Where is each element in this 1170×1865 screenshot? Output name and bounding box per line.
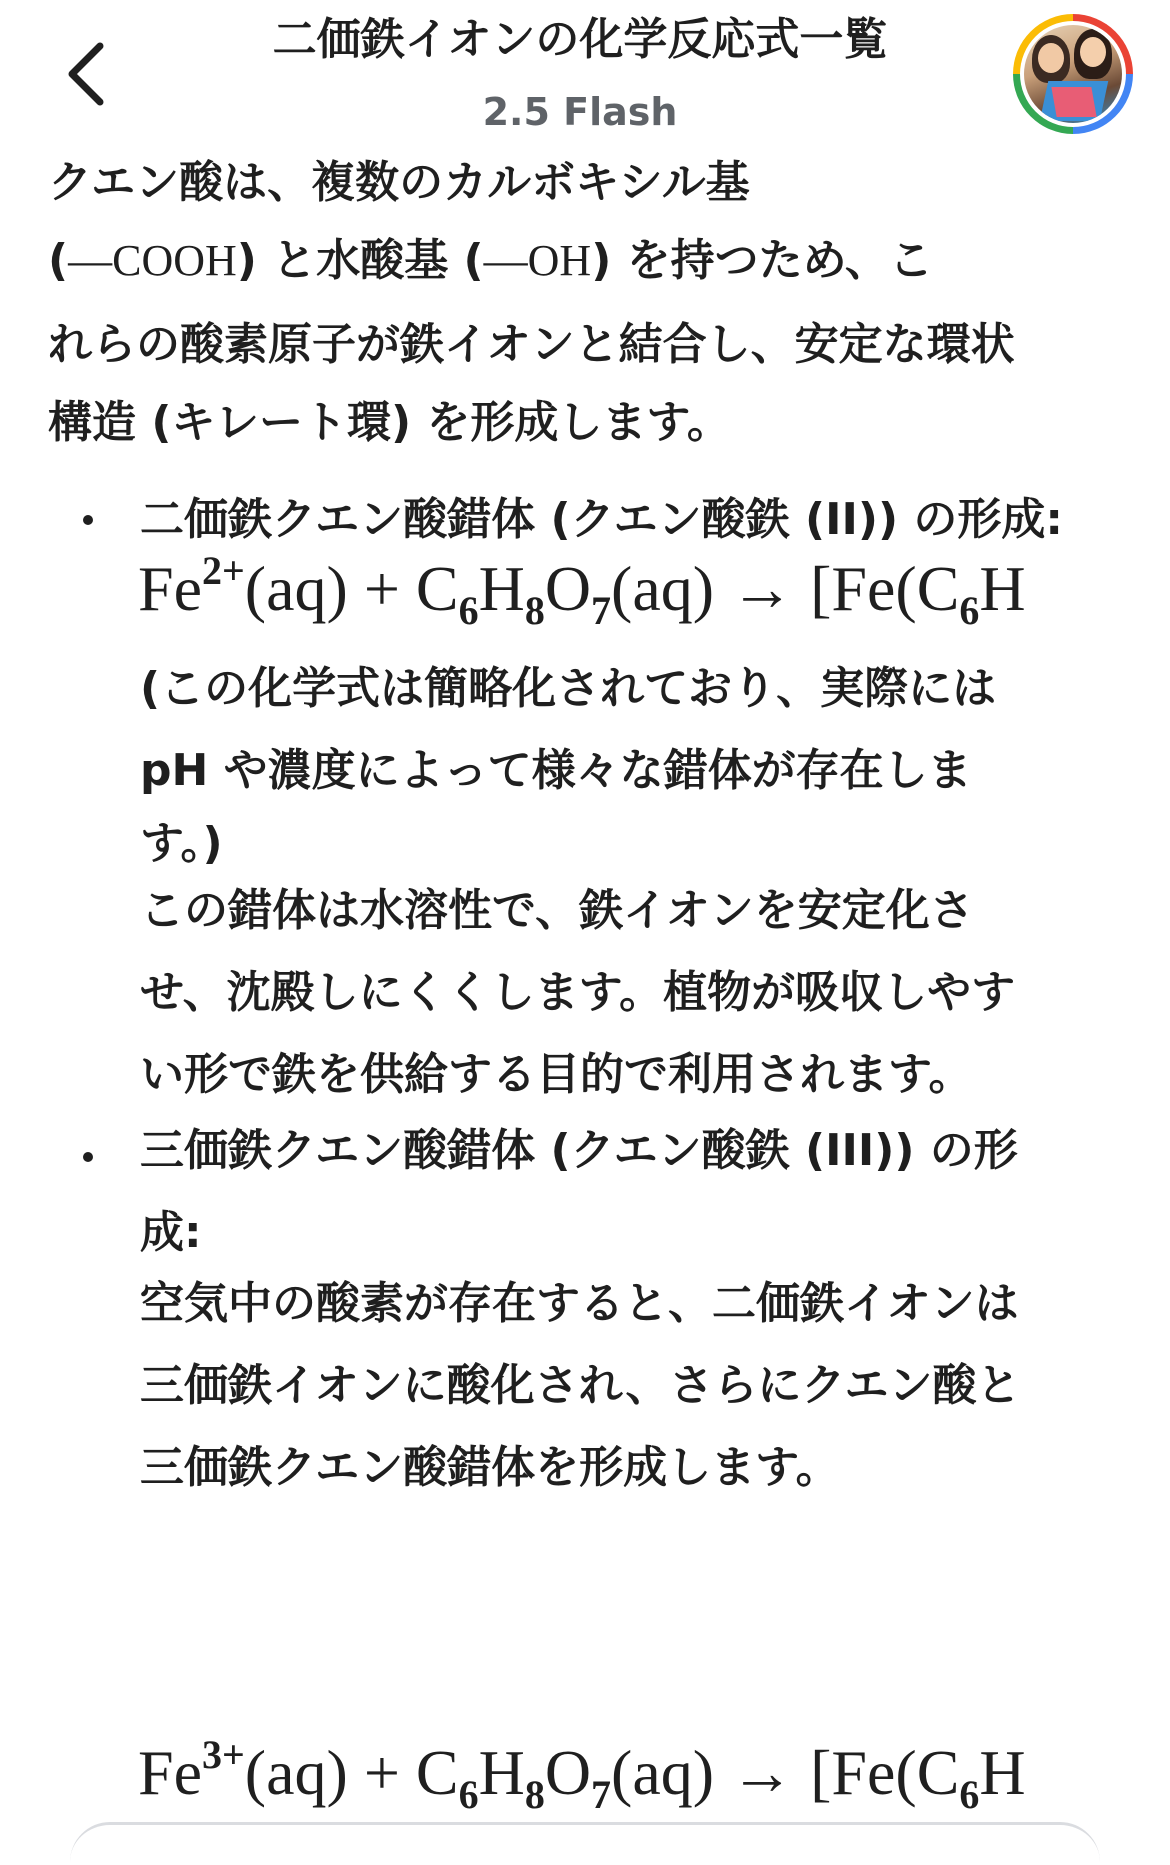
- avatar-photo: [1024, 25, 1122, 123]
- bullet2-equation-line: $Fe^{3+}(aq) + C_6H_8O_7(aq) \to [Fe(C_6H$: [138, 1732, 1026, 1817]
- bullet1-note: (この化学式は簡略化されており、実際には pH や濃度によって様々な錯体が存在しま す。): [140, 663, 997, 869]
- bullet1-heading: 二価鉄クエン酸錯体 (クエン酸鉄 (II)) の形成:: [140, 494, 1063, 545]
- oh-formula: —OH: [483, 236, 592, 285]
- intro-paragraph: [48, 144, 1128, 462]
- app-header: [0, 0, 1170, 140]
- bullet2-heading: 三価鉄クエン酸錯体 (クエン酸鉄 (III)) の形 成:: [140, 1125, 1018, 1258]
- chevron-left-icon: [66, 42, 106, 106]
- bullet-dot: [83, 1152, 93, 1162]
- input-panel-edge: [70, 1822, 1100, 1865]
- intro-line-4: 構造 (キレート環) を形成します。: [48, 397, 731, 448]
- page-title: 二価鉄イオンの化学反応式一覧: [272, 14, 888, 65]
- intro-line-3: れらの酸素原子が鉄イオンと結合し、安定な環状: [48, 319, 1015, 370]
- intro-line-2: (—COOH) と水酸基 (—OH) を持つため、こ: [48, 235, 933, 286]
- bullet1-equation: $Fe^{2+}(aq) + C_6H_8O_7(aq) \to [Fe(C_6H$: [138, 548, 1026, 633]
- bullet2-description: 空気中の酸素が存在すると、二価鉄イオンは 三価鉄イオンに酸化され、さらにクエン酸と 三価鉄クエン酸錯体を形成します。: [140, 1278, 1021, 1493]
- intro-line-1: クエン酸は、複数のカルボキシル基: [48, 157, 750, 208]
- avatar[interactable]: [1013, 14, 1133, 134]
- back-button[interactable]: [56, 36, 116, 112]
- cooh-formula: —COOH: [68, 236, 237, 285]
- model-label: 2.5 Flash: [482, 90, 678, 134]
- response-content: [0, 140, 1170, 1829]
- bullet1-description: この錯体は水溶性で、鉄イオンを安定化さ せ、沈殿しにくくします。植物が吸収しやす い形で鉄を供給する目的で利用されます。: [140, 885, 1016, 1100]
- bullet-dot: [83, 515, 93, 525]
